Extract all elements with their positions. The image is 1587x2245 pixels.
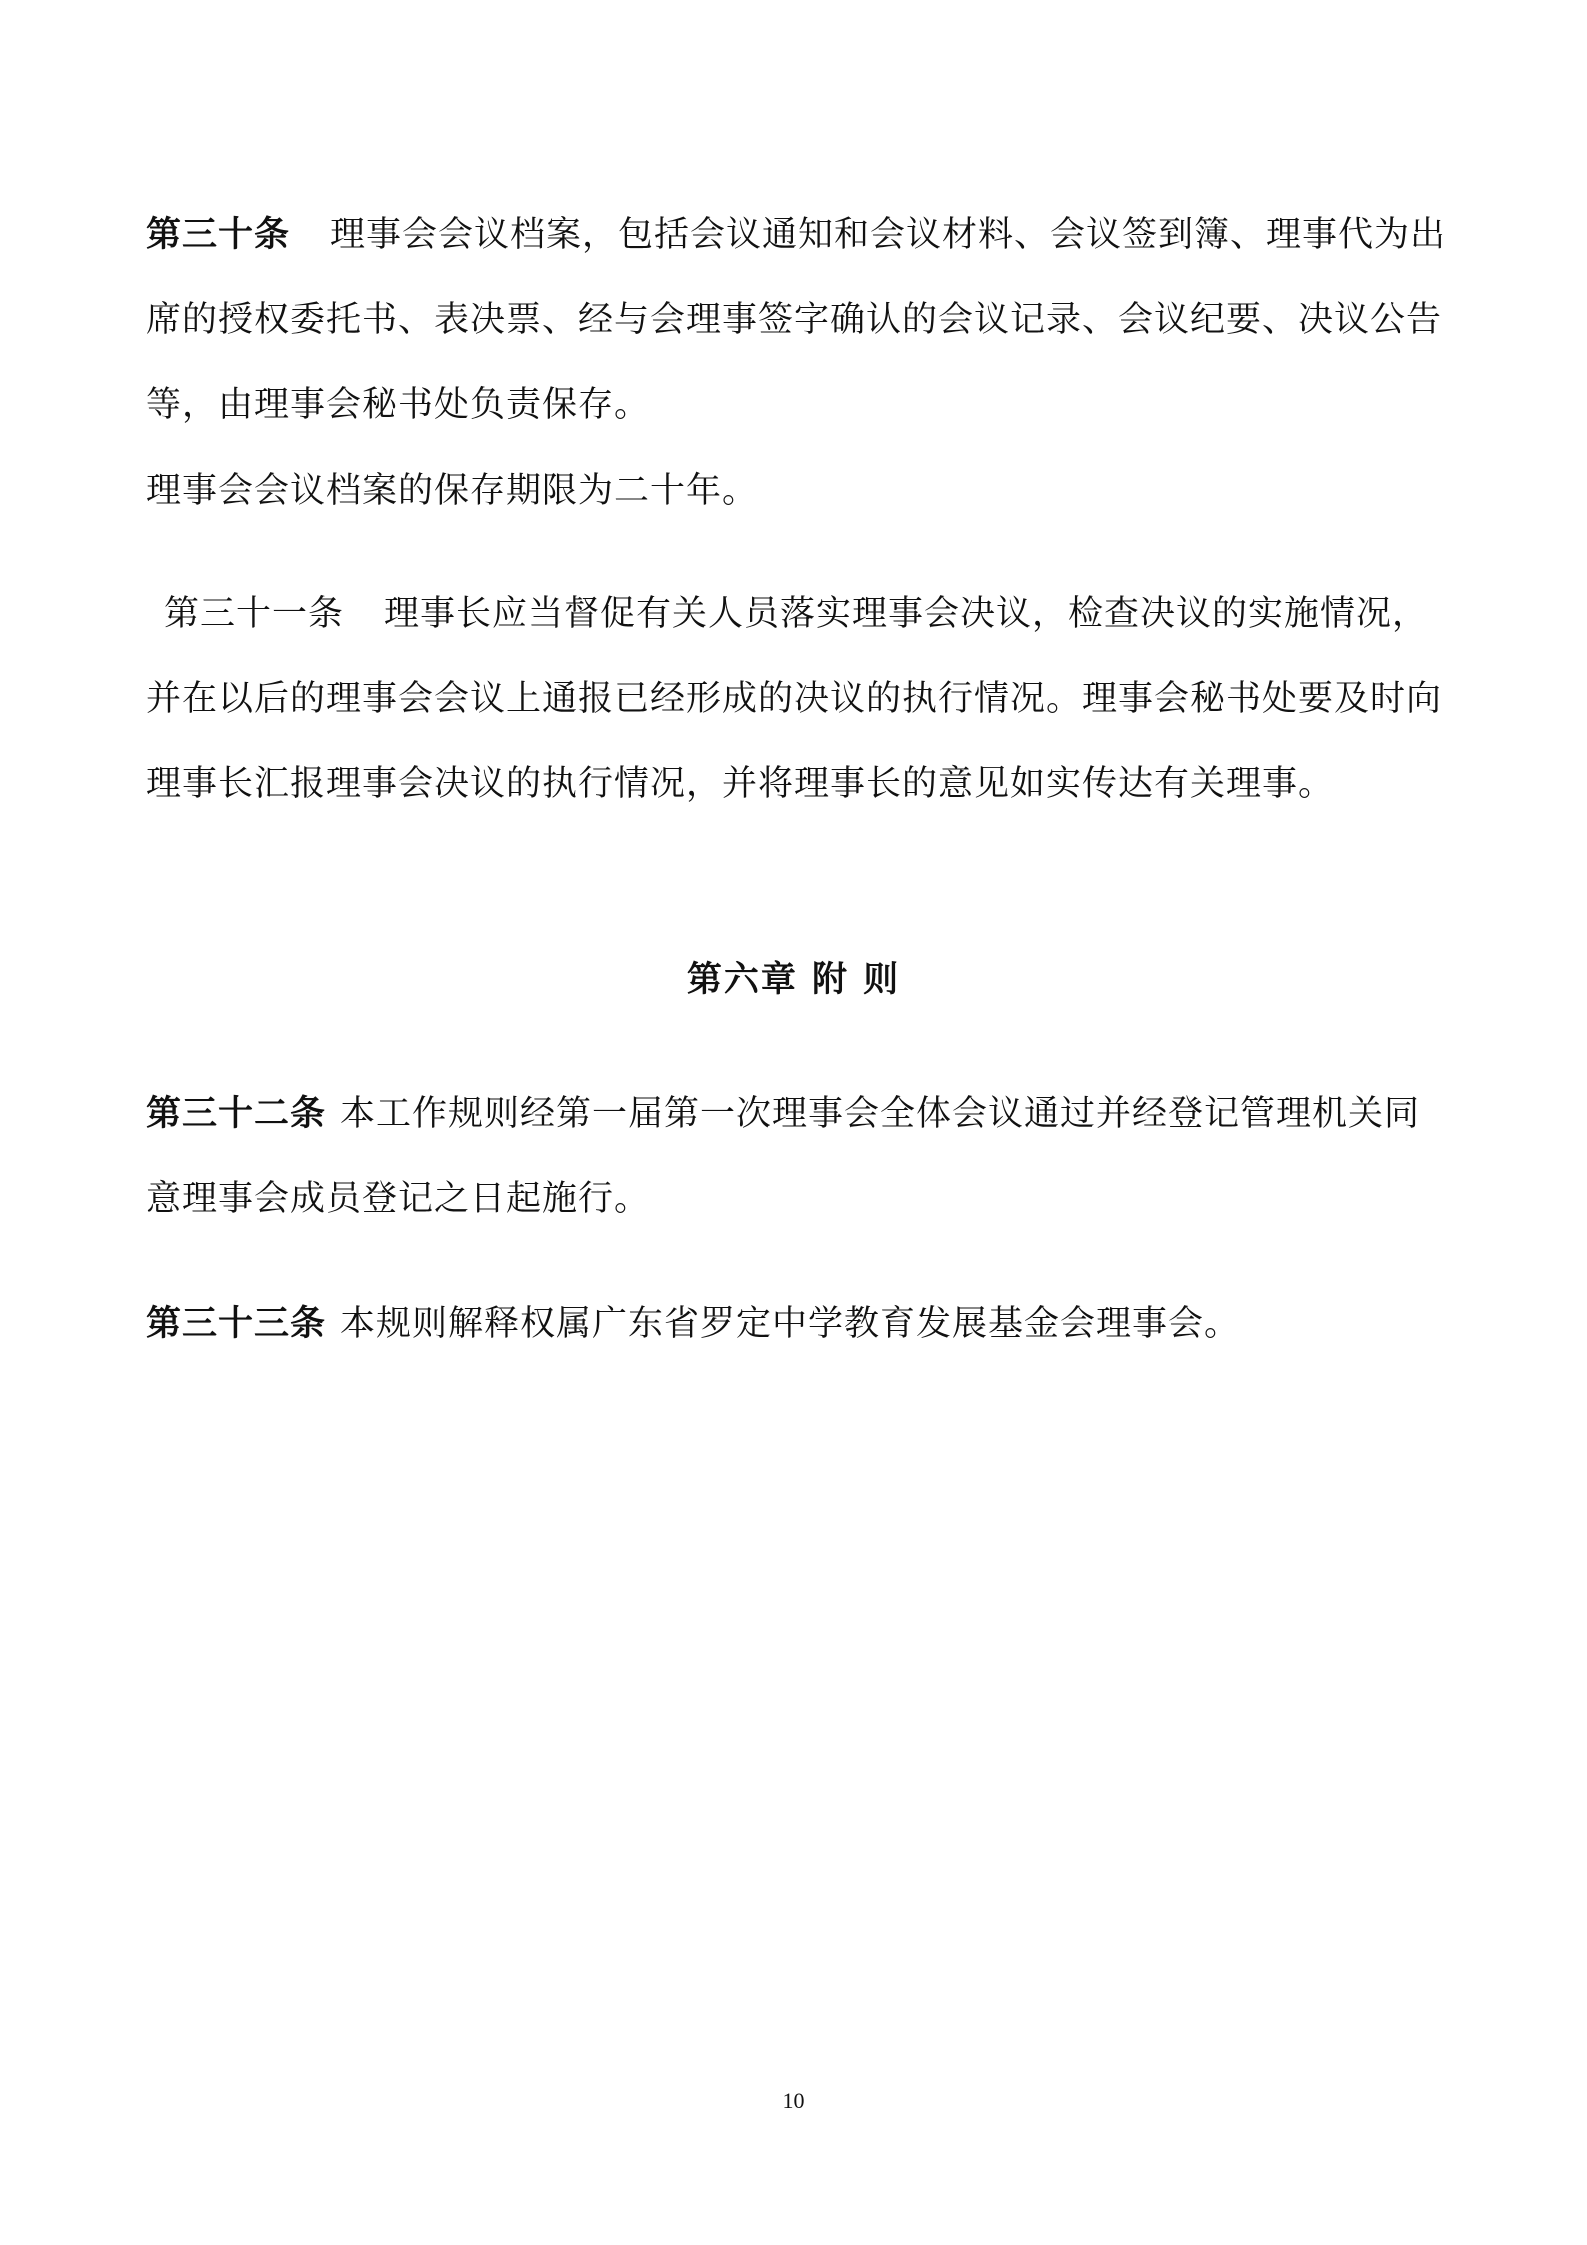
article-30-extra-text: 理事会会议档案的保存期限为二十年。 [146, 471, 759, 511]
article-31 [146, 572, 1451, 827]
article-31-text: 理事长应当督促有关人员落实理事会决议，检查决议的实施情况，并在以后的理事会会议上通报已经形成的决议的执行情况。理事会秘书处要及时向理事长汇报理事会决议的执行情况，并将理事长的意见如实传达有关理事。 [146, 594, 1443, 804]
article-30-text: 理事会会议档案，包括会议通知和会议材料、会议签到簿、理事代为出席的授权委托书、表决票、经与会理事签字确认的会议记录、会议纪要、决议公告等，由理事会秘书处负责保存。 [146, 215, 1447, 425]
article-33-label: 第三十三条 [146, 1304, 327, 1344]
article-30-label: 第三十条 [146, 215, 291, 255]
article-31-label: 第三十一条 [164, 594, 345, 634]
article-33-text: 本规则解释权属广东省罗定中学教育发展基金会理事会。 [340, 1304, 1241, 1344]
page-number: 10 [782, 2088, 805, 2113]
article-30 [146, 193, 1451, 448]
article-33 [146, 1282, 1451, 1367]
chapter-6-heading: 第六章 附 则 [686, 960, 901, 1000]
article-32-label: 第三十二条 [146, 1094, 327, 1134]
article-30-retention [146, 449, 1451, 534]
article-32-text: 本工作规则经第一届第一次理事会全体会议通过并经登记管理机关同意理事会成员登记之日起施行。 [146, 1094, 1421, 1219]
article-32 [146, 1072, 1451, 1242]
